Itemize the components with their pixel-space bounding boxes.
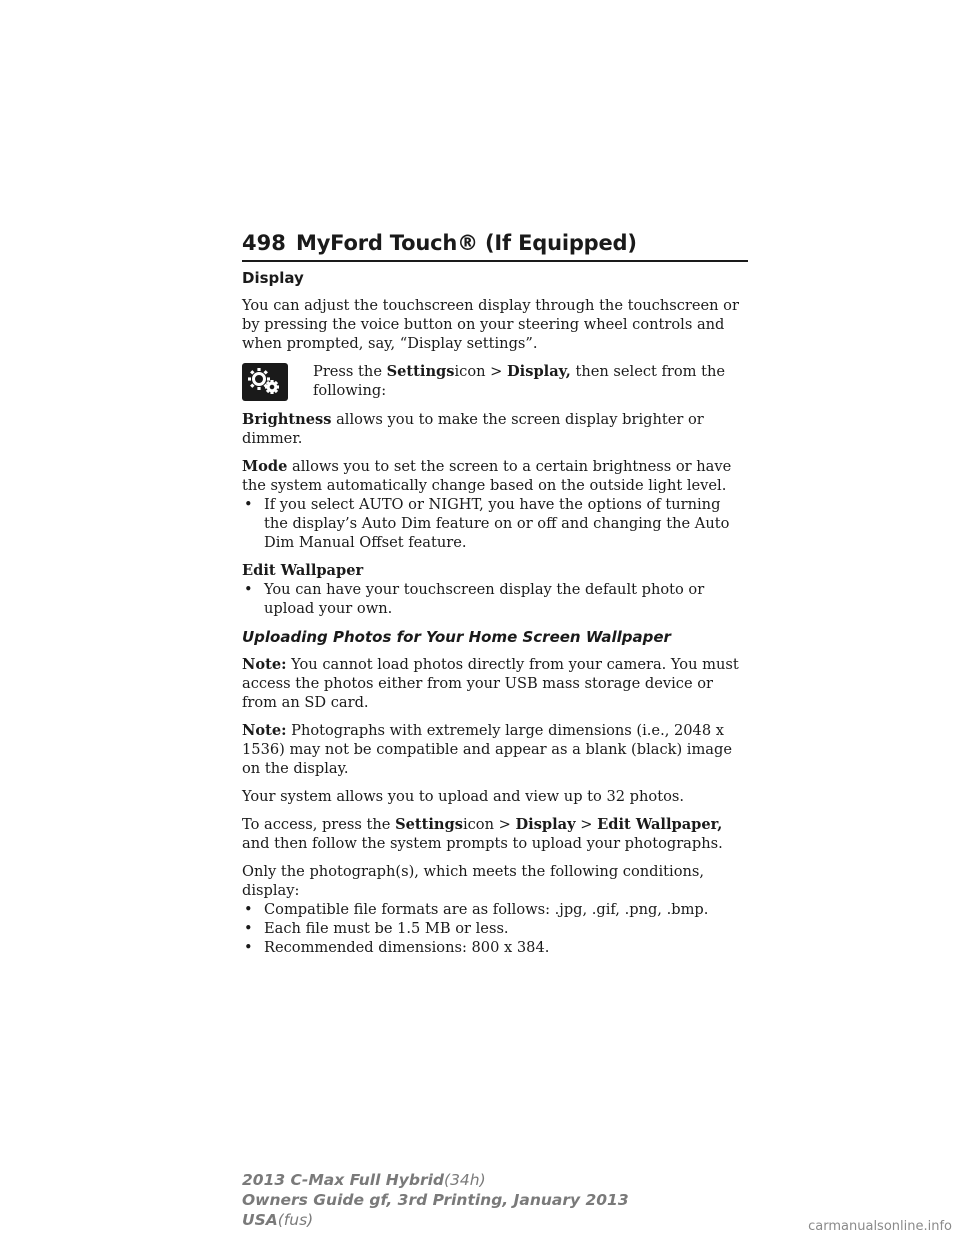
conditions-bullet-list — [242, 900, 748, 957]
page-content — [242, 268, 748, 966]
display-intro: You can adjust the touchscreen display through the touchscreen or by pressing the voice button on your steering wheel controls and when prompted, say, “Display settings”. — [242, 297, 739, 352]
footer-line-3: USA(fus) — [242, 1211, 314, 1229]
mode-term: Mode — [242, 458, 288, 475]
list-item: • Compatible file formats are as follows: .jpg, .gif, .png, .bmp. — [244, 901, 709, 918]
mode-paragraph: Mode allows you to set the screen to a certain brightness or have the system automatically change based on the outside light level. — [242, 458, 732, 494]
page-header — [242, 228, 748, 262]
section-title-uploading: Uploading Photos for Your Home Screen Wallpaper — [242, 628, 671, 646]
section-title-display: Display — [242, 269, 304, 287]
list-item: • Each file must be 1.5 MB or less. — [244, 920, 509, 937]
watermark: carmanualsonline.info — [808, 1219, 952, 1234]
list-item: • If you select AUTO or NIGHT, you have the options of turning the display’s Auto Dim feature on or off and changing the Auto Dim Manual Offset feature. — [244, 496, 730, 551]
edit-wallpaper-term: Edit Wallpaper — [242, 562, 364, 579]
mode-bullet-list — [242, 495, 748, 552]
settings-instruction-text: Press the Settingsicon > Display, then select from the following: — [313, 363, 726, 399]
note-camera: Note: You cannot load photos directly from your camera. You must access the photos either from your USB mass storage device or from an SD card. — [242, 656, 739, 711]
photo-limit: Your system allows you to upload and view up to 32 photos. — [242, 788, 684, 805]
footer-line-1: 2013 C-Max Full Hybrid(34h) — [242, 1171, 486, 1189]
footer-line-2: Owners Guide gf, 3rd Printing, January 2013 — [242, 1191, 629, 1209]
access-instructions: To access, press the Settingsicon > Display > Edit Wallpaper, and then follow the system prompts to upload your photographs. — [242, 816, 723, 852]
note-dimensions: Note: Photographs with extremely large dimensions (i.e., 2048 x 1536) may not be compatible and appear as a blank (black) image on the display. — [242, 722, 732, 777]
edit-wallpaper-bullet-list — [242, 580, 748, 618]
chapter-title: MyFord Touch® (If Equipped) — [296, 231, 637, 255]
brightness-term: Brightness — [242, 411, 332, 428]
list-item: • You can have your touchscreen display the default photo or upload your own. — [244, 581, 705, 617]
settings-gears-icon — [242, 363, 288, 401]
list-item: • Recommended dimensions: 800 x 384. — [244, 939, 550, 956]
conditions-intro: Only the photograph(s), which meets the following conditions, display: — [242, 863, 705, 899]
page-number: 498 — [242, 231, 286, 255]
document-footer — [242, 1170, 629, 1230]
settings-instruction — [242, 362, 748, 401]
brightness-paragraph: Brightness allows you to make the screen display brighter or dimmer. — [242, 411, 704, 447]
